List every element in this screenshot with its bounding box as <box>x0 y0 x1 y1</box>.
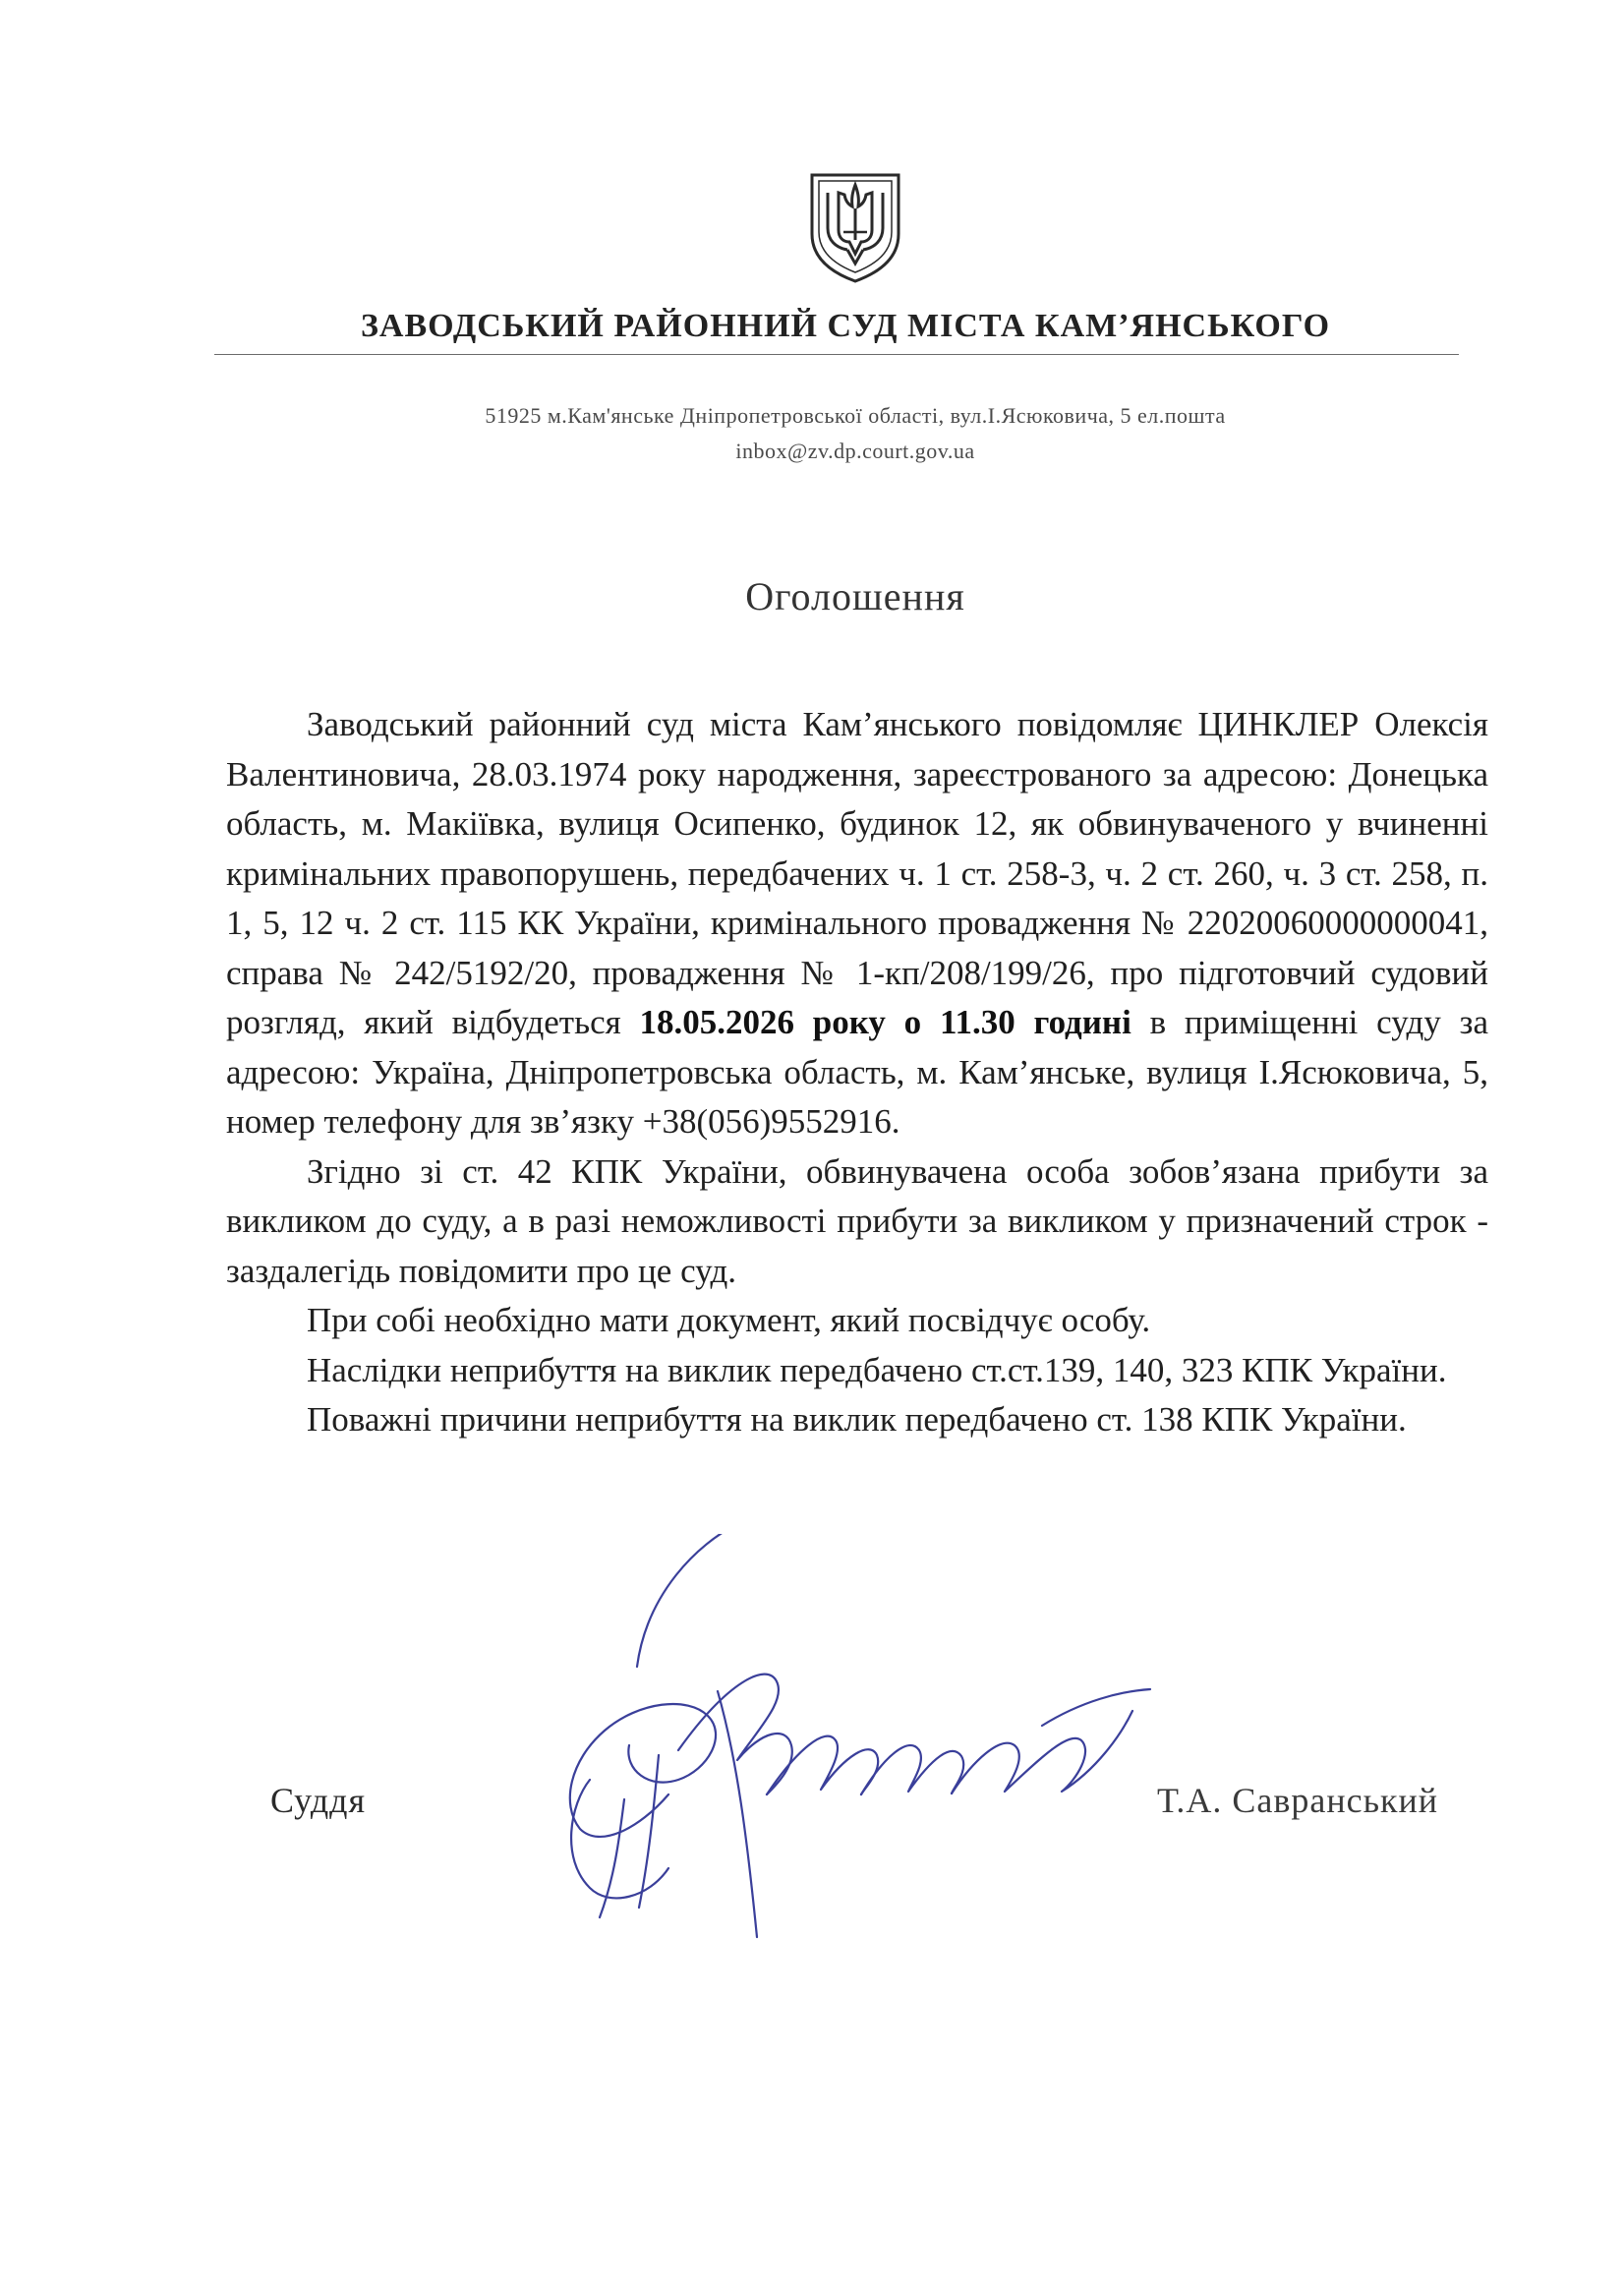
notice-paragraph-id-document: При собі необхідно мати документ, який посвідчує особу. <box>307 1301 1151 1339</box>
notice-body <box>226 700 1488 1445</box>
notice-paragraph-summons <box>226 700 1488 1147</box>
notice-title: Оголошення <box>745 574 965 618</box>
notice-paragraph-consequences: Наслідки неприбуття на виклик передбачено ст.ст.139, 140, 323 КПК України. <box>307 1350 1447 1389</box>
coat-of-arms-icon <box>804 169 906 285</box>
notice-paragraph-obligation: Згідно зі ст. 42 КПК України, обвинувачена особа зобов’язана прибути за викликом до суду, а в разі неможливості прибути за викликом у призначений строк - заздалегідь повідомити про це суд. <box>226 1151 1488 1290</box>
header-divider <box>214 354 1459 355</box>
judge-role-label: Суддя <box>270 1781 367 1820</box>
court-name-heading: ЗАВОДСЬКИЙ РАЙОННИЙ СУД МІСТА КАМ’ЯНСЬКОГО <box>360 308 1331 344</box>
summons-text-start: Заводський районний суд міста Кам’янського повідомляє ЦИНКЛЕР Олексія Валентиновича, 28.03.1974 року народження, зареєстрованого за адресою: Донецька область, м. Макіївка, вулиця Осипенко, будинок 12, як обвинуваченого у вчиненні кримінальних правопорушень, передбачених ч. 1 ст. 258-3, ч. 2 ст. 260, ч. 3 ст. 258, п. 1, 5, 12 ч. 2 ст. 115 КК України, кримінального провадження № 22020060000000041, справа № 242/5192/20, провадження № 1-кп/208/199/26, про підготовчий судовий розгляд, який відбудеться <box>226 705 1488 1041</box>
hearing-datetime: 18.05.2026 року о 11.30 годині <box>639 1003 1131 1041</box>
judge-name: Т.А. Савранський <box>1157 1781 1439 1820</box>
handwritten-signature-icon <box>531 1534 1160 1947</box>
court-address-block <box>0 398 1624 469</box>
court-address-line: 51925 м.Кам'янське Дніпропетровської області, вул.І.Ясюковича, 5 ел.пошта <box>485 403 1226 428</box>
court-email-link[interactable]: inbox@zv.dp.court.gov.ua <box>735 439 975 463</box>
notice-paragraph-valid-reasons: Поважні причини неприбуття на виклик передбачено ст. 138 КПК України. <box>307 1400 1407 1439</box>
summons-text-end: в приміщенні суду за адресою: Україна, Дніпропетровська область, м. Кам’янське, вулиця І.Ясюковича, 5, номер телефону для зв’язку +38(056)9552916. <box>226 1003 1488 1141</box>
